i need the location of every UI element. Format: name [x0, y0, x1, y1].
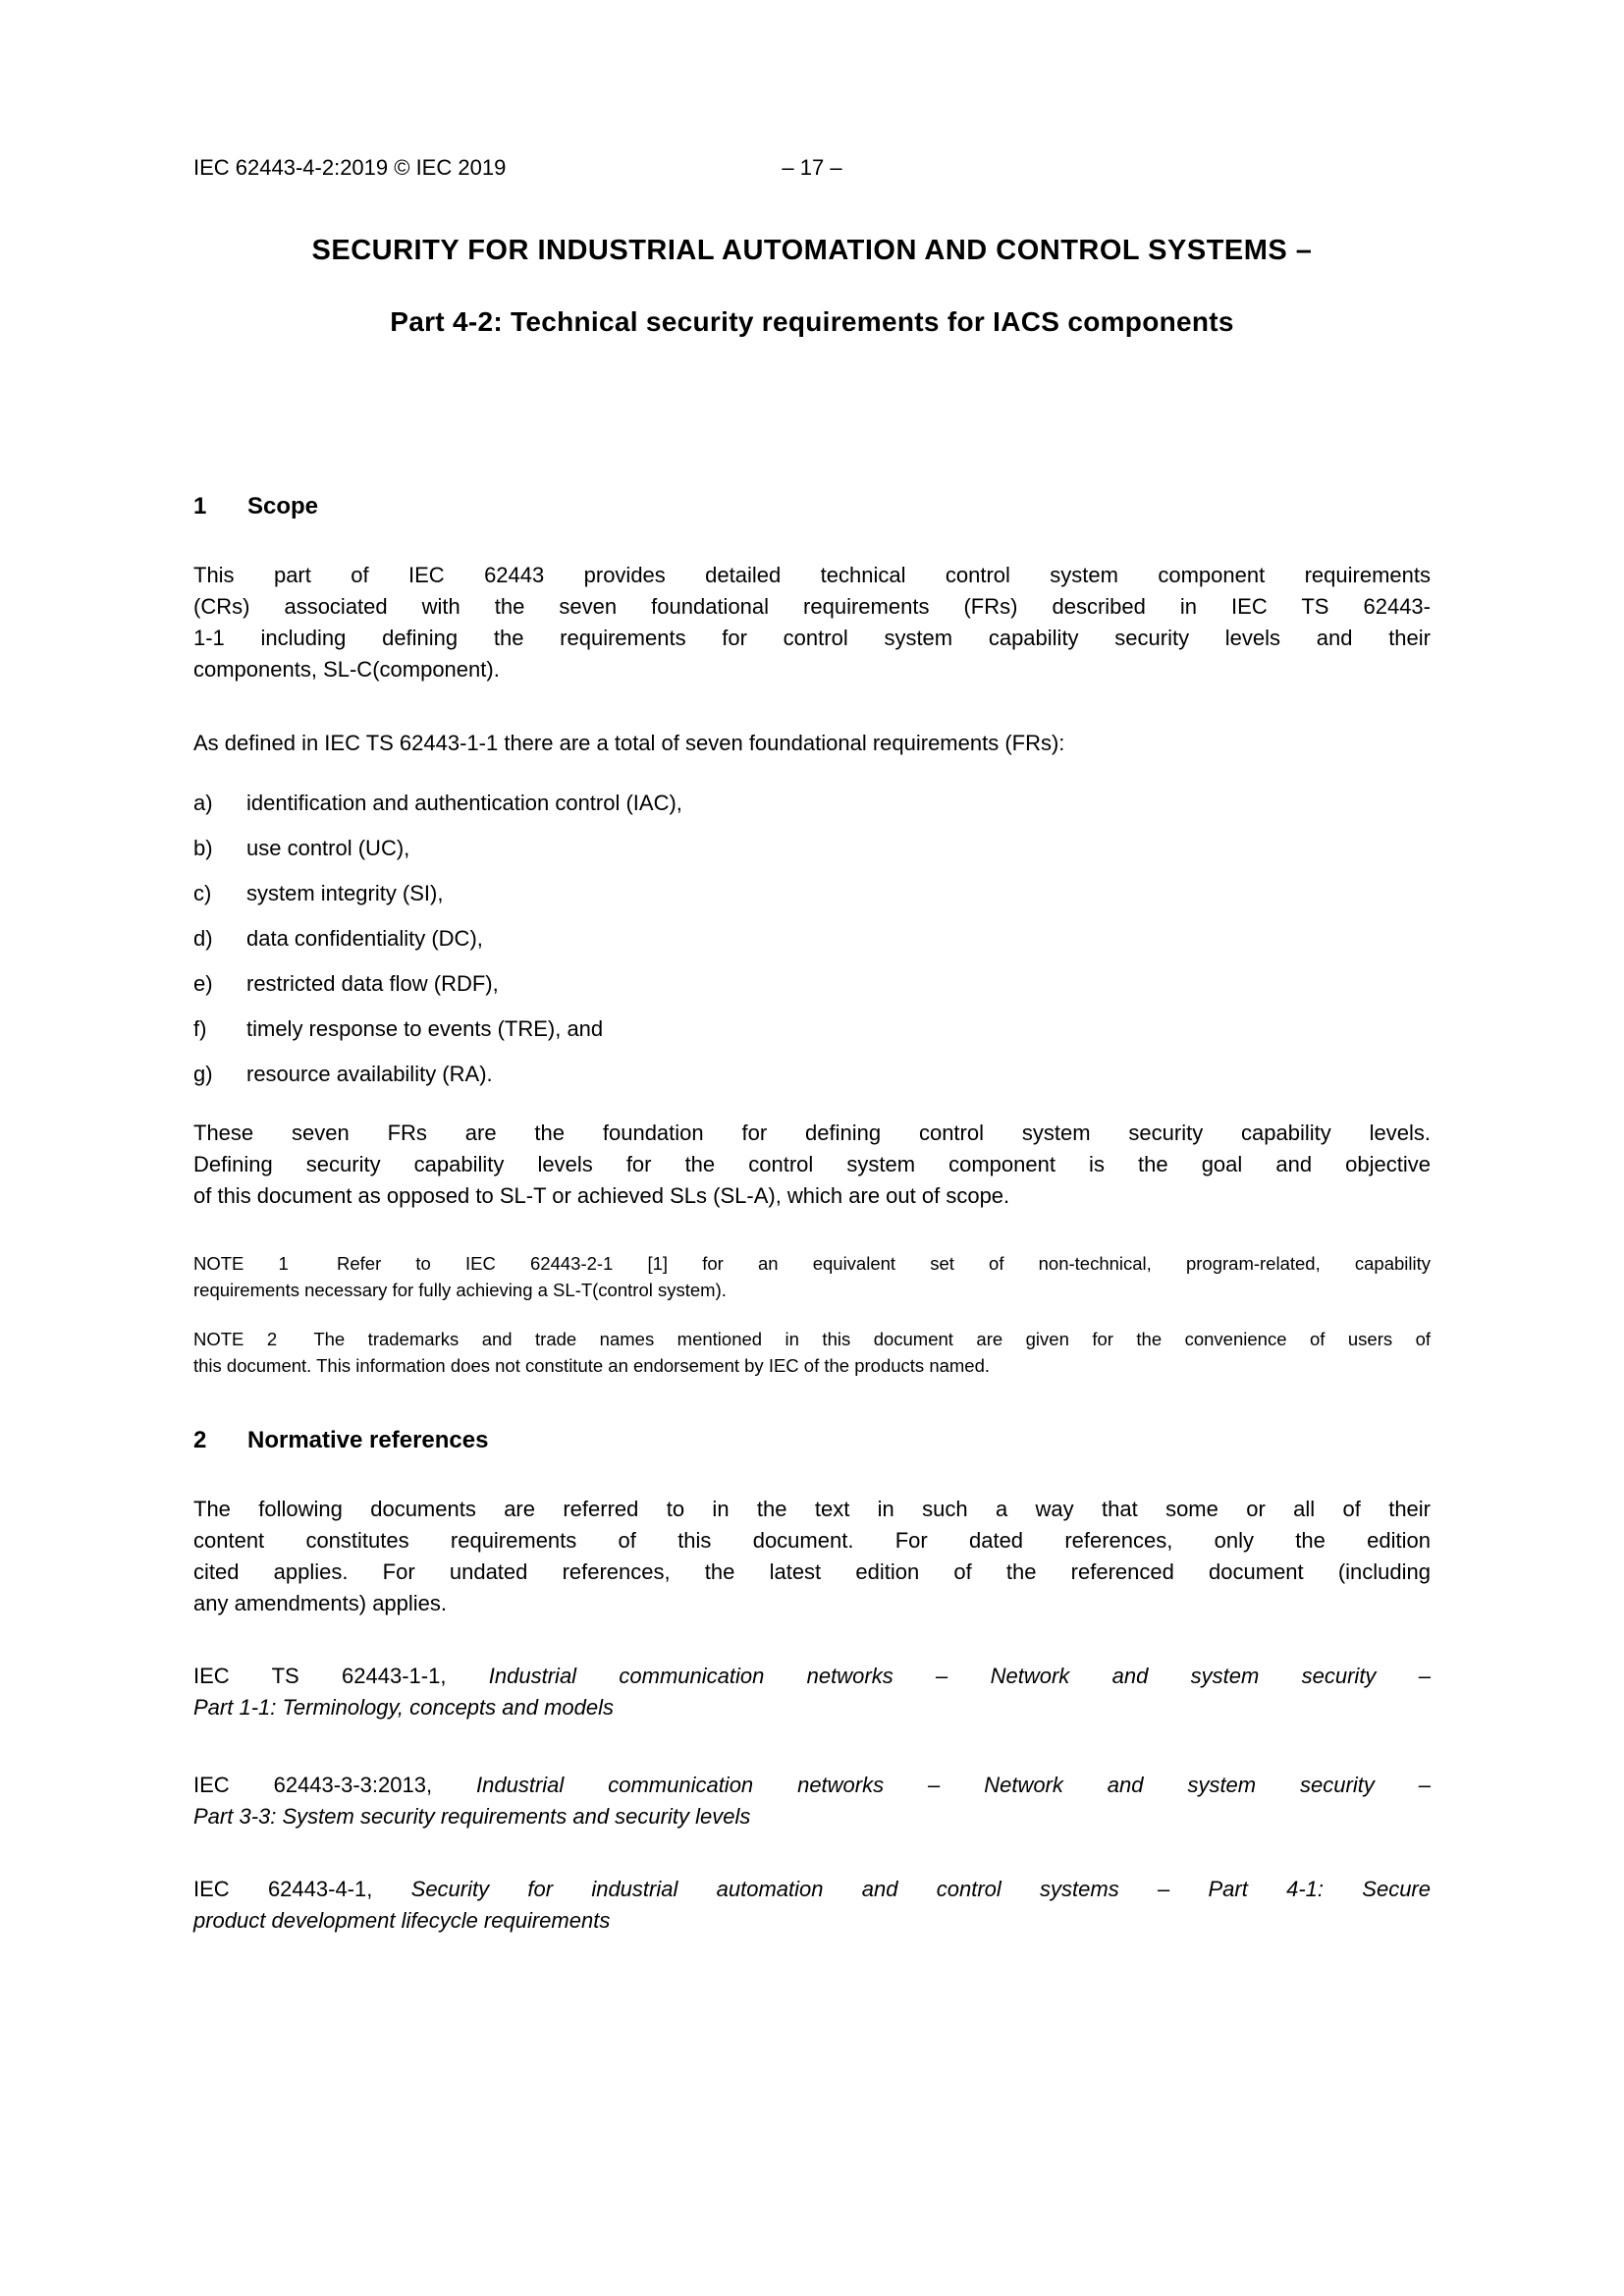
text-line: The following documents are referred to in the text in such a way that some or all of their	[193, 1497, 1431, 1521]
document-subtitle: Part 4-2: Technical security requirements for IACS components	[390, 306, 1234, 337]
text-line	[193, 1770, 1431, 1801]
text-line: 1-1 including defining the requirements for control system capability security levels and their	[193, 626, 1431, 650]
section-title: Normative references	[247, 1427, 489, 1453]
text-line	[193, 1250, 1431, 1277]
list-item-text: resource availability (RA).	[246, 1062, 493, 1086]
section-heading-normative-references	[193, 1426, 1431, 1455]
text-line: This part of IEC 62443 provides detailed technical control system component requirements	[193, 563, 1431, 587]
scope-paragraph-3	[193, 1118, 1431, 1212]
list-item-text: system integrity (SI),	[246, 881, 444, 905]
reference-designation: IEC 62443-3-3:2013,	[193, 1773, 433, 1797]
text-line: content constitutes requirements of this document. For dated references, only the edition	[193, 1528, 1431, 1553]
text-line: product development lifecycle requirements	[193, 1908, 611, 1933]
text-line: Part 3-3: System security requirements and security levels	[193, 1804, 751, 1829]
note-2	[193, 1326, 1431, 1379]
text-line	[193, 1874, 1431, 1905]
list-item-text: data confidentiality (DC),	[246, 926, 483, 951]
header-document-reference: IEC 62443-4-2:2019 © IEC 2019	[193, 155, 507, 180]
list-item	[193, 788, 1431, 819]
reference-entry	[193, 1874, 1431, 1937]
list-item-letter: f)	[193, 1016, 207, 1041]
section-title: Scope	[247, 493, 319, 519]
text-line: of this document as opposed to SL-T or achieved SLs (SL-A), which are out of scope.	[193, 1183, 1010, 1208]
reference-title: Industrial communication networks – Network and system security –	[488, 1664, 1431, 1688]
list-item	[193, 878, 1431, 909]
list-item-letter: e)	[193, 971, 213, 996]
text-line	[193, 1661, 1431, 1692]
document-title: SECURITY FOR INDUSTRIAL AUTOMATION AND CONTROL SYSTEMS –	[311, 235, 1313, 266]
list-item-letter: c)	[193, 881, 212, 905]
note-text: The trademarks and trade names mentioned in this document are given for the convenience of users of	[313, 1329, 1432, 1349]
list-item	[193, 1059, 1431, 1090]
scope-paragraph-1	[193, 560, 1431, 685]
text-line: Defining security capability levels for the control system component is the goal and objective	[193, 1152, 1431, 1176]
reference-entry	[193, 1661, 1431, 1723]
reference-designation: IEC 62443-4-1,	[193, 1877, 373, 1901]
text-line	[193, 1326, 1431, 1352]
reference-title: Security for industrial automation and control systems – Part 4-1: Secure	[410, 1877, 1431, 1901]
text-line: this document. This information does not constitute an endorsement by IEC of the products named.	[193, 1355, 991, 1376]
section-number: 2	[193, 1427, 207, 1453]
scope-paragraph-2: As defined in IEC TS 62443-1-1 there are a total of seven foundational requirements (FRs):	[193, 731, 1065, 755]
text-line: (CRs) associated with the seven foundational requirements (FRs) described in IEC TS 62443-	[193, 594, 1431, 619]
list-item	[193, 1013, 1431, 1045]
list-item	[193, 923, 1431, 955]
header-page-number: – 17 –	[782, 155, 842, 180]
list-item-letter: d)	[193, 926, 213, 951]
list-item	[193, 833, 1431, 864]
list-item	[193, 968, 1431, 1000]
list-item-text: identification and authentication control (IAC),	[246, 791, 682, 815]
list-item-letter: g)	[193, 1062, 213, 1086]
text-line: Part 1-1: Terminology, concepts and models	[193, 1695, 615, 1720]
list-item-letter: a)	[193, 791, 213, 815]
page-content	[193, 0, 1431, 1937]
foundational-requirements-list	[193, 788, 1431, 1090]
normative-paragraph-1	[193, 1494, 1431, 1619]
note-1	[193, 1250, 1431, 1303]
note-label: NOTE 1	[193, 1253, 289, 1274]
list-item-text: restricted data flow (RDF),	[246, 971, 499, 996]
list-item-text: use control (UC),	[246, 836, 410, 860]
text-line: any amendments) applies.	[193, 1591, 448, 1615]
reference-entry	[193, 1770, 1431, 1832]
list-item-letter: b)	[193, 836, 213, 860]
note-label: NOTE 2	[193, 1329, 278, 1349]
section-heading-scope	[193, 492, 1431, 521]
list-item-text: timely response to events (TRE), and	[246, 1016, 604, 1041]
reference-designation: IEC TS 62443-1-1,	[193, 1664, 447, 1688]
text-line: cited applies. For undated references, the latest edition of the referenced document (including	[193, 1559, 1431, 1584]
text-line: components, SL-C(component).	[193, 657, 500, 682]
page-header	[193, 155, 1431, 181]
text-line: requirements necessary for fully achieving a SL-T(control system).	[193, 1280, 727, 1300]
section-number: 1	[193, 493, 207, 519]
reference-title: Industrial communication networks – Network and system security –	[476, 1773, 1431, 1797]
text-line: These seven FRs are the foundation for defining control system security capability levels.	[193, 1121, 1431, 1145]
note-text: Refer to IEC 62443-2-1 [1] for an equivalent set of non-technical, program-related, capability	[337, 1253, 1432, 1274]
